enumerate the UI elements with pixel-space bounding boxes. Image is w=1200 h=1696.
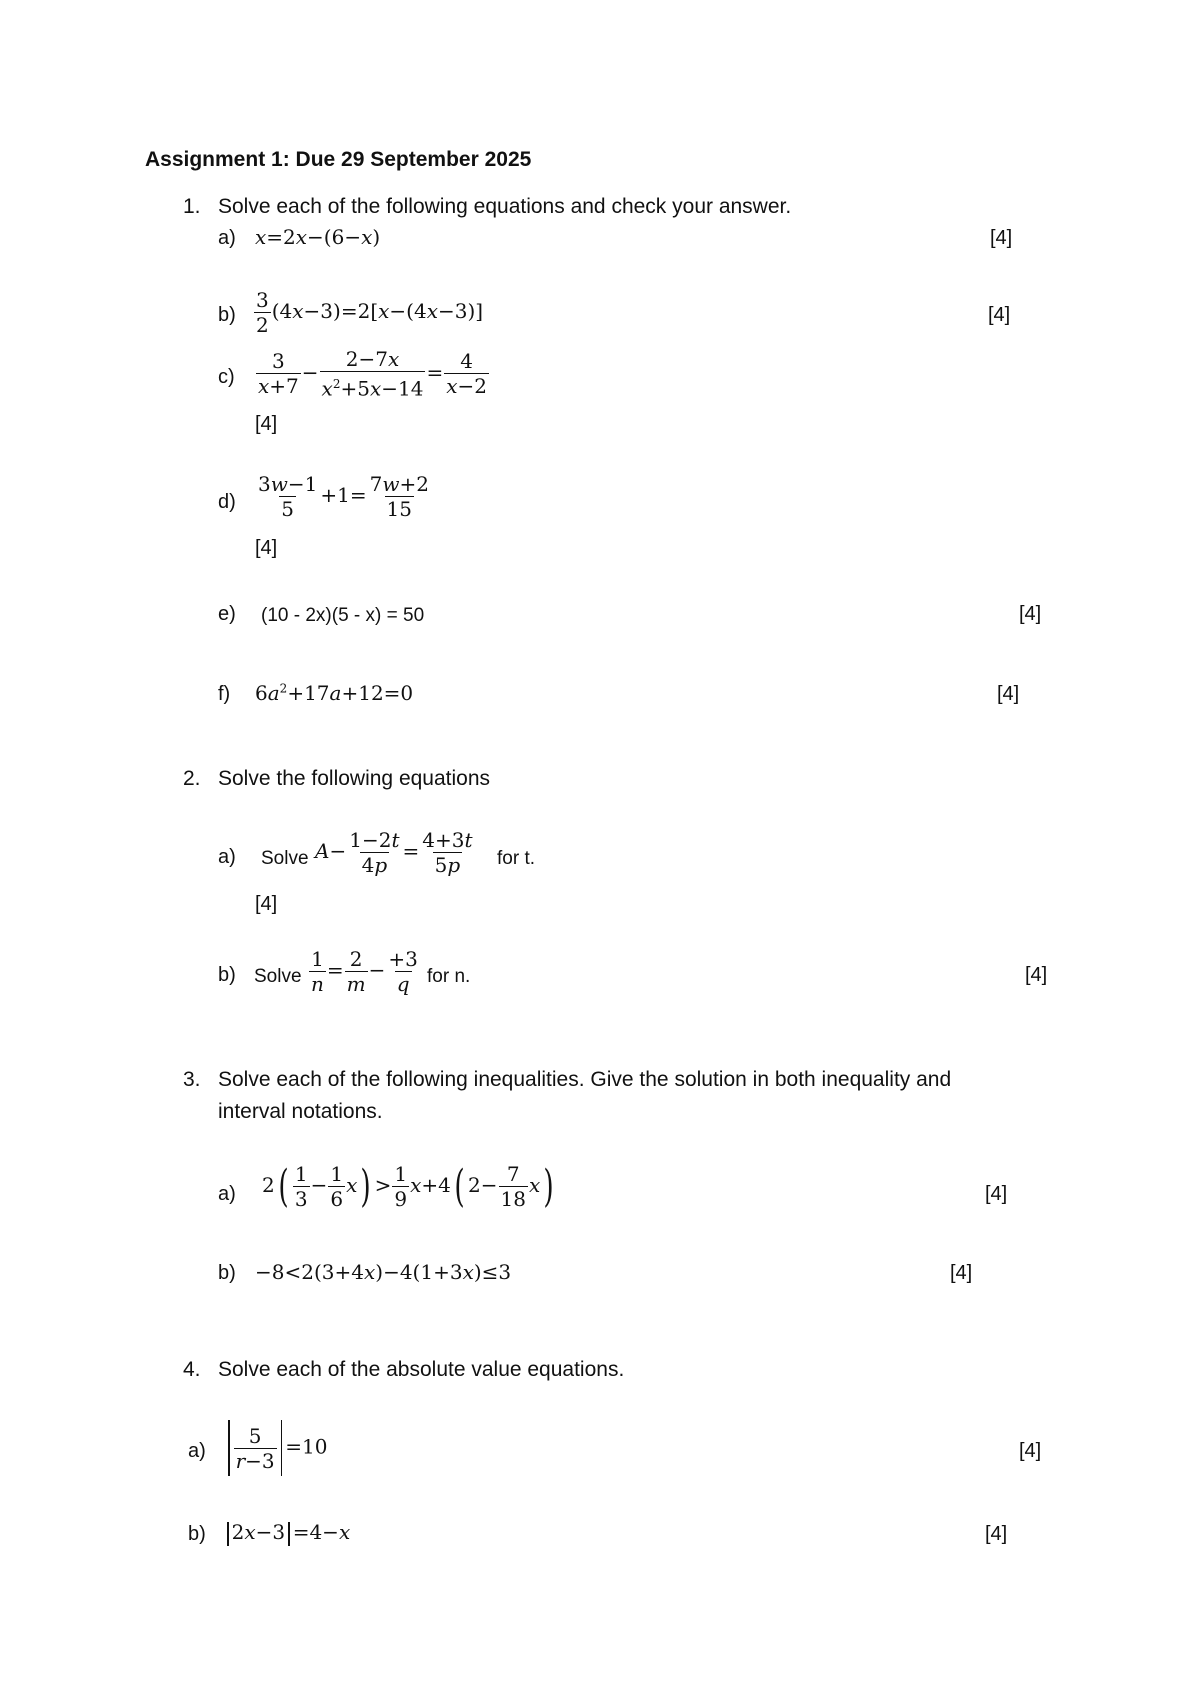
q1b-label: b) xyxy=(218,304,236,326)
q4b-equation: 2x−3 =4−x xyxy=(224,1520,350,1546)
q2b-label: b) xyxy=(218,964,236,986)
q4a-equation: $\frac{5}{r-3}$ =10 xyxy=(225,1420,327,1476)
question-4-text: Solve each of the absolute value equations. xyxy=(218,1358,625,1381)
question-4-number: 4. xyxy=(183,1358,201,1381)
q4b-label: b) xyxy=(188,1523,206,1545)
q3a-label: a) xyxy=(218,1183,236,1205)
q4a-mark: [4] xyxy=(1019,1440,1042,1462)
q1b-mark: [4] xyxy=(988,304,1011,326)
q1e-label: e) xyxy=(218,603,236,625)
q3a-mark: [4] xyxy=(985,1183,1008,1205)
q2b-mark: [4] xyxy=(1025,964,1048,986)
q3b-mark: [4] xyxy=(950,1262,973,1284)
q1c-mark: [4] xyxy=(255,413,278,435)
q1f-equation: $6a^2+17a+12=0$ xyxy=(255,681,414,705)
q3b-label: b) xyxy=(218,1262,236,1284)
q2b-prefix: Solve xyxy=(254,966,302,987)
question-1-number: 1. xyxy=(183,195,201,218)
question-3-text-line2: interval notations. xyxy=(218,1100,383,1123)
question-3-text-line1: Solve each of the following inequalities. Give the solution in both inequality and xyxy=(218,1068,952,1091)
q3a-inequality: 2( $\frac{1}{3}$ − $\frac{1}{6}$ x) > $\frac{1}{9}$ x+4( 2− $\frac{7}{18}$ x) xyxy=(262,1160,554,1212)
q1f-mark: [4] xyxy=(997,683,1020,705)
question-3-number: 3. xyxy=(183,1068,201,1091)
question-2-text: Solve the following equations xyxy=(218,767,491,790)
q2a-label: a) xyxy=(218,846,236,868)
q4a-label: a) xyxy=(188,1440,206,1462)
q1c-label: c) xyxy=(218,366,235,388)
q2a-suffix: for t. xyxy=(497,848,536,869)
q2b-suffix: for n. xyxy=(427,966,471,987)
page-title: Assignment 1: Due 29 September 2025 xyxy=(145,148,532,171)
question-2-number: 2. xyxy=(183,767,201,790)
q2a-mark: [4] xyxy=(255,893,278,915)
q3b-inequality: −8<2(3+4x)−4(1+3x)≤3 xyxy=(255,1260,512,1284)
q1e-equation: (10 - 2x)(5 - x) = 50 xyxy=(261,605,425,626)
q2b-equation: $\frac{1}{n}$ = $\frac{2}{m}$ − $\frac{+3}{q}$ xyxy=(311,947,418,996)
q1f-label: f) xyxy=(218,683,231,705)
q1e-mark: [4] xyxy=(1019,603,1042,625)
q1b-equation: $\frac{3}{2}$ (4x−3)=2[x−(4x−3)] xyxy=(256,288,484,337)
q2a-prefix: Solve xyxy=(261,848,309,869)
q1d-mark: [4] xyxy=(255,537,278,559)
q4b-mark: [4] xyxy=(985,1523,1008,1545)
q1a-equation: x=2x−(6−x) xyxy=(255,225,381,249)
q1c-equation: $\frac{3}{x+7}$ − $\frac{2-7x}{x^2+5x-14}$ = $\frac{4}{x-2}$ xyxy=(258,347,487,401)
q1a-mark: [4] xyxy=(990,227,1013,249)
q1a-label: a) xyxy=(218,227,236,249)
question-1-text: Solve each of the following equations and check your answer. xyxy=(218,195,792,218)
q1d-equation: $\frac{3w-1}{5}$ +1= $\frac{7w+2}{15}$ xyxy=(258,472,429,521)
q2a-equation: A− $\frac{1-2t}{4p}$ = $\frac{4+3t}{5p}$ xyxy=(315,828,473,877)
q1d-label: d) xyxy=(218,491,236,513)
